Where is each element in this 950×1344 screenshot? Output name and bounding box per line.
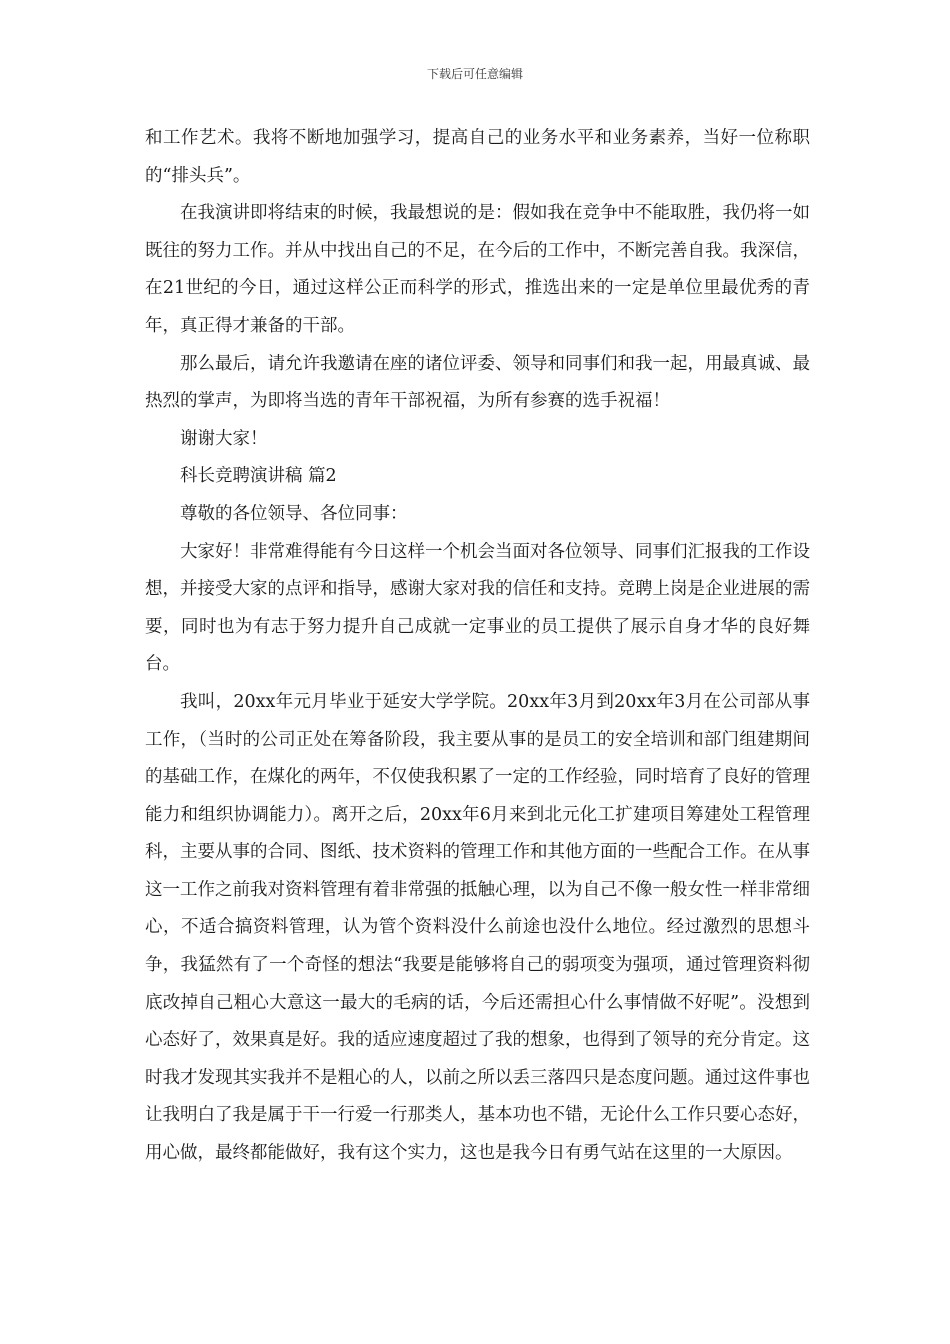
section-title: 科长竞聘演讲稿 篇2 [180, 466, 337, 487]
document-body [145, 120, 810, 1173]
closing-line: 谢谢大家！ [180, 428, 268, 449]
paragraph: 大家好！非常难得能有今日这样一个机会当面对各位领导、同事们汇报我的工作设想，并接受大家的点评和指导，感谢大家对我的信任和支持。竞聘上岗是企业进展的需要，同时也为有志于努力提升自己成就一定事业的员工提供了展示自身才华的良好舞台。 [145, 541, 810, 675]
paragraph: 在我演讲即将结束的时候，我最想说的是：假如我在竞争中不能取胜，我仍将一如既往的努力工作。并从中找出自己的不足，在今后的工作中，不断完善自我。我深信，在21世纪的今日，通过这样公正而科学的形式，推选出来的一定是单位里最优秀的青年，真正得才兼备的干部。 [145, 203, 810, 336]
paragraph: 我叫，20xx年元月毕业于延安大学学院。20xx年3月到20xx年3月在公司部从事工作，（当时的公司正处在筹备阶段，我主要从事的是员工的安全培训和部门组建期间的基础工作，在煤化的两年，不仅使我积累了一定的工作经验，同时培育了良好的管理能力和组织协调能力）。离开之后，20xx年6月来到北元化工扩建项目筹建处工程管理科，主要从事的合同、图纸、技术资料的管理工作和其他方面的一些配合工作。在从事这一工作之前我对资料管理有着非常强的抵触心理，以为自己不像一般女性一样非常细心，不适合搞资料管理，认为管个资料没什么前途也没什么地位。经过激烈的思想斗争，我猛然有了一个奇怪的想法“我要是能够将自己的弱项变为强项，通过管理资料彻底改掉自己粗心大意这一最大的毛病的话，今后还需担心什么事情做不好呢”。没想到心态好了，效果真是好。我的适应速度超过了我的想象，也得到了领导的充分肯定。这时我才发现其实我并不是粗心的人，以前之所以丢三落四只是态度问题。通过这件事也让我明白了我是属于干一行爱一行那类人，基本功也不错，无论什么工作只要心态好，用心做，最终都能做好，我有这个实力，这也是我今日有勇气站在这里的一大原因。 [145, 691, 810, 1164]
paragraph: 那么最后，请允许我邀请在座的诸位评委、领导和同事们和我一起，用最真诚、最热烈的掌声，为即将当选的青年干部祝福，为所有参赛的选手祝福！ [145, 353, 810, 412]
paragraph: 和工作艺术。我将不断地加强学习，提高自己的业务水平和业务素养，当好一位称职的“排头兵”。 [145, 128, 810, 186]
page-header: 下载后可任意编辑 [426, 67, 523, 81]
salutation: 尊敬的各位领导、各位同事： [180, 503, 408, 524]
